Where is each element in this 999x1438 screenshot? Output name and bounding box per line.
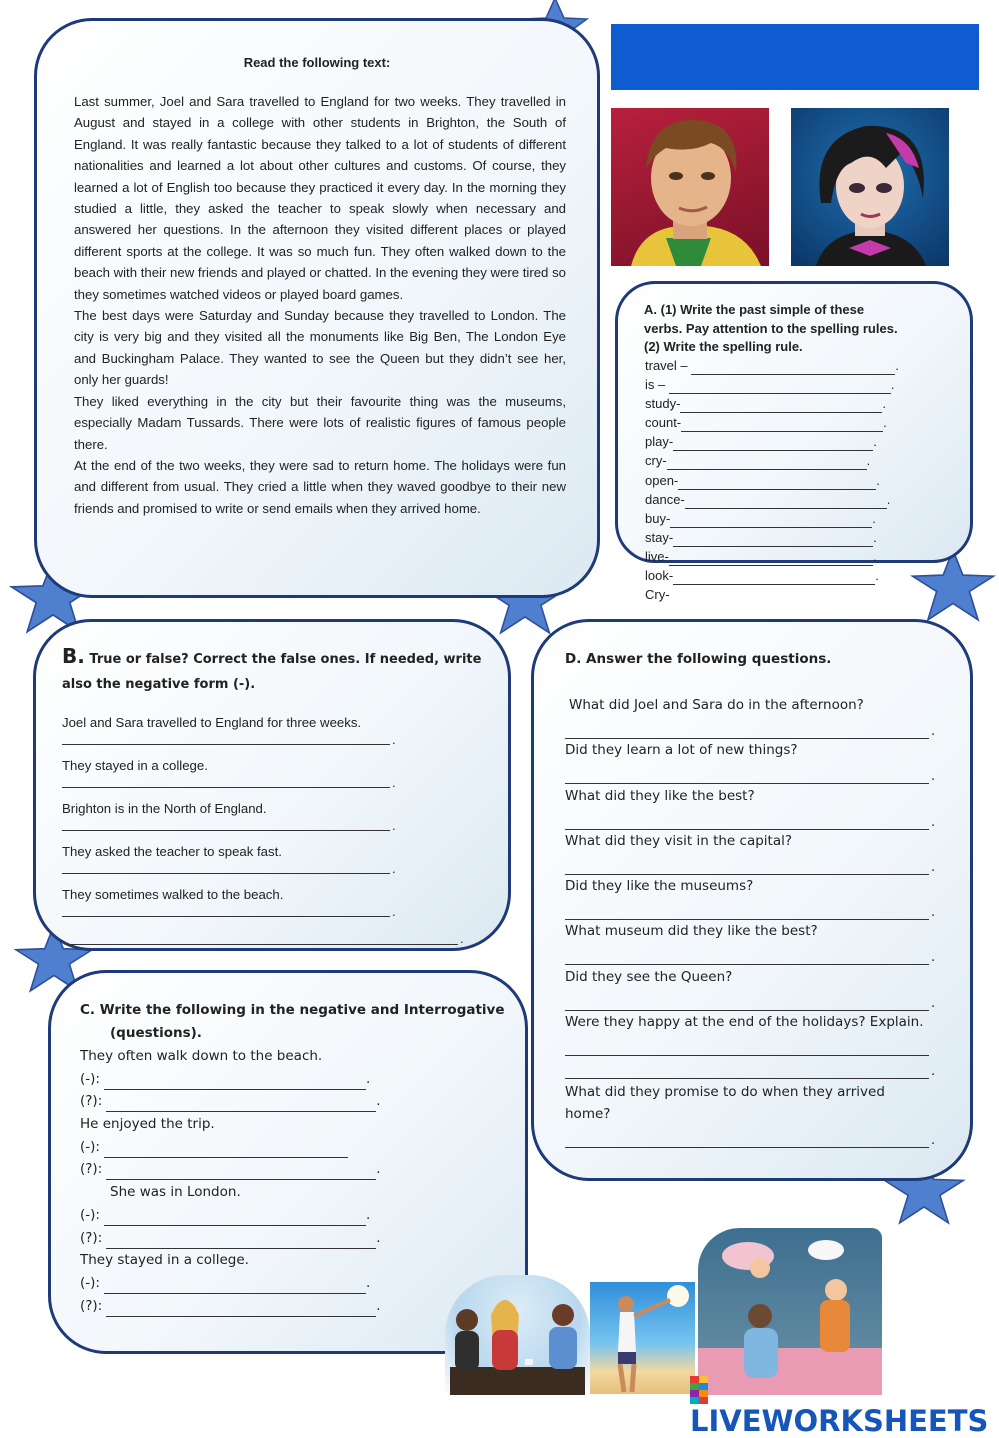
section-c-title-line-2: (questions).	[110, 1025, 202, 1041]
boy-portrait	[611, 108, 769, 266]
sentence-text: They often walk down to the beach.	[80, 1048, 323, 1064]
verb-row: stay- .	[645, 529, 877, 545]
answer-line[interactable]	[106, 1097, 376, 1112]
section-b-instruction: True or false? Correct the false ones. If needed, write also the negative form (-).	[62, 652, 482, 692]
verb-row	[645, 585, 899, 604]
answer-line[interactable]	[62, 830, 390, 831]
verb-label: study-	[645, 396, 681, 412]
negative-row: (-): .	[80, 1068, 381, 1091]
line-period: .	[392, 732, 396, 747]
line-period: .	[931, 859, 936, 875]
question-text: What museum did they like the best?	[565, 923, 818, 940]
question-text: Did they see the Queen?	[565, 968, 733, 985]
verb-label: count-	[645, 415, 682, 431]
answer-line[interactable]	[66, 944, 458, 945]
reading-box	[34, 18, 600, 598]
verb-label: cry-	[645, 453, 667, 469]
answer-line[interactable]	[565, 1078, 929, 1079]
question-item	[565, 832, 939, 877]
statement-text: They stayed in a college.	[62, 758, 208, 773]
statement-item	[62, 886, 396, 929]
verb-row: is – .	[645, 377, 895, 393]
verb-row: buy- .	[645, 510, 876, 526]
sentence-text: He enjoyed the trip.	[80, 1116, 215, 1133]
verb-row: dance- .	[645, 491, 891, 507]
reading-paragraph: They liked everything in the city but their favourite thing was the museums, especially Madam Tussards. There were lots of realistic figures of famous people there.	[74, 393, 566, 452]
answer-line[interactable]	[678, 477, 876, 490]
question-text: What did Joel and Sara do in the afternoon?	[569, 697, 864, 713]
negative-row: (-): .	[80, 1204, 381, 1227]
answer-line[interactable]	[565, 919, 929, 920]
answer-line[interactable]	[685, 496, 887, 509]
reading-text	[74, 91, 566, 519]
statement-text: They asked the teacher to speak fast.	[62, 844, 282, 859]
line-period: .	[931, 950, 936, 966]
question-item	[565, 741, 939, 786]
line-period: .	[931, 995, 936, 1011]
sentence-text: They stayed in a college.	[80, 1252, 249, 1269]
answer-line[interactable]	[669, 553, 873, 566]
interrogative-row: (?): .	[80, 1090, 381, 1113]
watermark-text: LIVEWORKSHEETS	[690, 1404, 989, 1438]
statement-item	[62, 757, 396, 800]
question-text: Did they learn a lot of new things?	[565, 742, 798, 759]
verb-row: cry- .	[645, 453, 871, 469]
verb-row: study- .	[645, 396, 887, 412]
line-period: .	[931, 724, 936, 739]
answer-line[interactable]	[565, 829, 929, 830]
negative-label: (-):	[80, 1206, 100, 1223]
friends-illustration	[445, 1275, 590, 1395]
answer-line[interactable]	[670, 515, 872, 528]
question-text: What did they promise to do when they arrived home?	[565, 1084, 885, 1123]
answer-line[interactable]	[106, 1302, 376, 1317]
verb-row: open- .	[645, 472, 880, 488]
section-b-box	[33, 619, 511, 951]
reading-paragraph: Last summer, Joel and Sara travelled to England for two weeks. They travelled in August and stayed in a college with other students in Brighton, the South of England. It was really fantastic because they talked to a lot of students of different nationalities and learned a lot about other cultures and customs. Of course, they learned a lot of English too because they practiced it every day. In the morning they studied a little, they asked the teacher to speak slowly when necessary and answered her questions. In the afternoon they visited different places or played different sports at the college. It was so much fun. They often walked down to the beach with their new friends and played or chatted. In the evening they were tired so they sometimes watched videos or played board games.	[74, 94, 566, 302]
answer-line[interactable]	[62, 916, 390, 917]
answer-line[interactable]	[565, 964, 929, 965]
negative-row: (-): .	[80, 1272, 381, 1295]
verb-row: travel – .	[645, 358, 899, 373]
answer-line[interactable]	[673, 438, 873, 451]
section-a-box	[615, 281, 973, 603]
statement-text: Joel and Sara travelled to England for three weeks.	[62, 715, 362, 730]
question-text: Did they like the museums?	[565, 878, 754, 895]
interrogative-label: (?):	[80, 1093, 103, 1110]
answer-line[interactable]	[673, 534, 873, 547]
section-c-title-line-1: C. Write the following in the negative and Interrogative	[80, 1002, 505, 1018]
verb-row: look- .	[645, 568, 879, 584]
reading-paragraph: The best days were Saturday and Sunday because they travelled to London. The city is very big and they visited all the monuments like Big Ben, The London Eye and Buckingham Palace. They wanted to see the Queen but they didn’t see her, only her guards!	[74, 308, 566, 388]
verb-label: look-	[645, 568, 674, 584]
answer-line[interactable]	[62, 744, 390, 745]
sentence-list	[80, 1045, 381, 1317]
verb-row: count- .	[645, 415, 887, 431]
answer-line[interactable]	[565, 783, 929, 784]
negative-label: (-):	[80, 1138, 100, 1155]
question-item	[565, 922, 939, 967]
verb-label: Cry-	[645, 587, 670, 603]
verb-label: open-	[645, 472, 679, 488]
answer-line[interactable]	[106, 1234, 376, 1249]
answer-line[interactable]	[104, 1143, 348, 1158]
statement-item	[62, 714, 396, 757]
negative-label: (-):	[80, 1070, 100, 1087]
verb-label: travel –	[645, 358, 688, 373]
section-a-line-1: A. (1) Write the past simple of these	[644, 302, 865, 317]
answer-line[interactable]	[62, 787, 390, 788]
answer-line[interactable]	[104, 1075, 366, 1090]
question-text: What did they like the best?	[565, 787, 755, 804]
verb-label: live-	[645, 548, 669, 564]
answer-line[interactable]	[62, 873, 390, 874]
line-period: .	[931, 905, 936, 921]
sentence-text: She was in London.	[110, 1184, 241, 1201]
beach-illustration	[590, 1282, 695, 1394]
interrogative-label: (?):	[80, 1297, 103, 1314]
section-a-line-3: (2) Write the spelling rule.	[644, 339, 803, 354]
interrogative-label: (?):	[80, 1161, 103, 1178]
live-badge-icon	[690, 1376, 708, 1404]
section-c-heading	[80, 999, 510, 1045]
line-period: .	[931, 1064, 936, 1080]
verb-label: dance-	[645, 491, 685, 507]
line-period: .	[392, 775, 396, 790]
answer-line[interactable]	[565, 1010, 929, 1011]
verb-row: play- .	[645, 434, 877, 450]
section-d-box	[531, 619, 973, 1181]
section-a-instructions	[644, 301, 954, 357]
line-period: .	[392, 861, 396, 876]
statement-text: Brighton is in the North of England.	[62, 801, 267, 816]
verb-list	[645, 356, 899, 604]
statement-item	[62, 800, 396, 843]
answer-line[interactable]	[104, 1211, 366, 1226]
section-b-letter: B.	[62, 644, 85, 668]
interrogative-label: (?):	[80, 1229, 103, 1246]
verb-label: is –	[645, 377, 666, 393]
question-list	[565, 696, 939, 1151]
answer-line[interactable]	[565, 1055, 929, 1056]
statement-item	[62, 843, 396, 886]
answer-line[interactable]	[565, 738, 929, 739]
answer-line[interactable]	[691, 362, 895, 375]
interrogative-row: (?): .	[80, 1158, 381, 1181]
reading-title: Read the following text:	[243, 55, 391, 70]
negative-label: (-):	[80, 1274, 100, 1291]
answer-line[interactable]	[106, 1165, 376, 1180]
answer-line[interactable]	[681, 419, 883, 432]
question-item	[565, 1013, 939, 1081]
question-item	[565, 877, 939, 922]
answer-line[interactable]	[565, 1147, 929, 1148]
interrogative-row: (?): .	[80, 1295, 381, 1318]
section-b-heading	[62, 644, 492, 697]
section-a-line-2: verbs. Pay attention to the spelling rules.	[644, 320, 898, 336]
line-period: .	[460, 931, 464, 946]
question-text: What did they visit in the capital?	[565, 832, 793, 849]
verb-label: stay-	[645, 529, 674, 545]
verb-label: play-	[645, 434, 674, 450]
liveworksheets-logo	[690, 1370, 999, 1438]
statement-text: They sometimes walked to the beach.	[62, 887, 284, 902]
line-period: .	[931, 1133, 936, 1149]
answer-line[interactable]	[669, 381, 891, 394]
question-item	[565, 787, 939, 832]
line-period: .	[931, 814, 936, 830]
section-d-title: D. Answer the following questions.	[565, 651, 832, 667]
line-period: .	[392, 904, 396, 919]
reading-paragraph: At the end of the two weeks, they were sad to return home. The holidays were fun and different from usual. They cried a little when they waved goodbye to their new friends and promised to write or send emails when they arrived home.	[74, 457, 566, 516]
question-item	[565, 1081, 939, 1151]
line-period: .	[931, 769, 936, 785]
answer-line[interactable]	[667, 457, 867, 470]
verb-label: buy-	[645, 510, 671, 526]
negative-row	[80, 1136, 381, 1159]
question-item	[565, 968, 939, 1013]
line-period: .	[392, 818, 396, 833]
true-false-list	[62, 714, 396, 929]
answer-line[interactable]	[104, 1279, 366, 1294]
title-banner	[611, 24, 979, 90]
question-text: Were they happy at the end of the holidays? Explain.	[565, 1014, 924, 1031]
interrogative-row: (?): .	[80, 1227, 381, 1250]
answer-line[interactable]	[565, 874, 929, 875]
question-item	[565, 696, 939, 741]
verb-row: live- .	[645, 548, 877, 564]
answer-line[interactable]	[673, 572, 875, 585]
answer-line[interactable]	[680, 400, 882, 413]
girl-portrait	[791, 108, 949, 266]
